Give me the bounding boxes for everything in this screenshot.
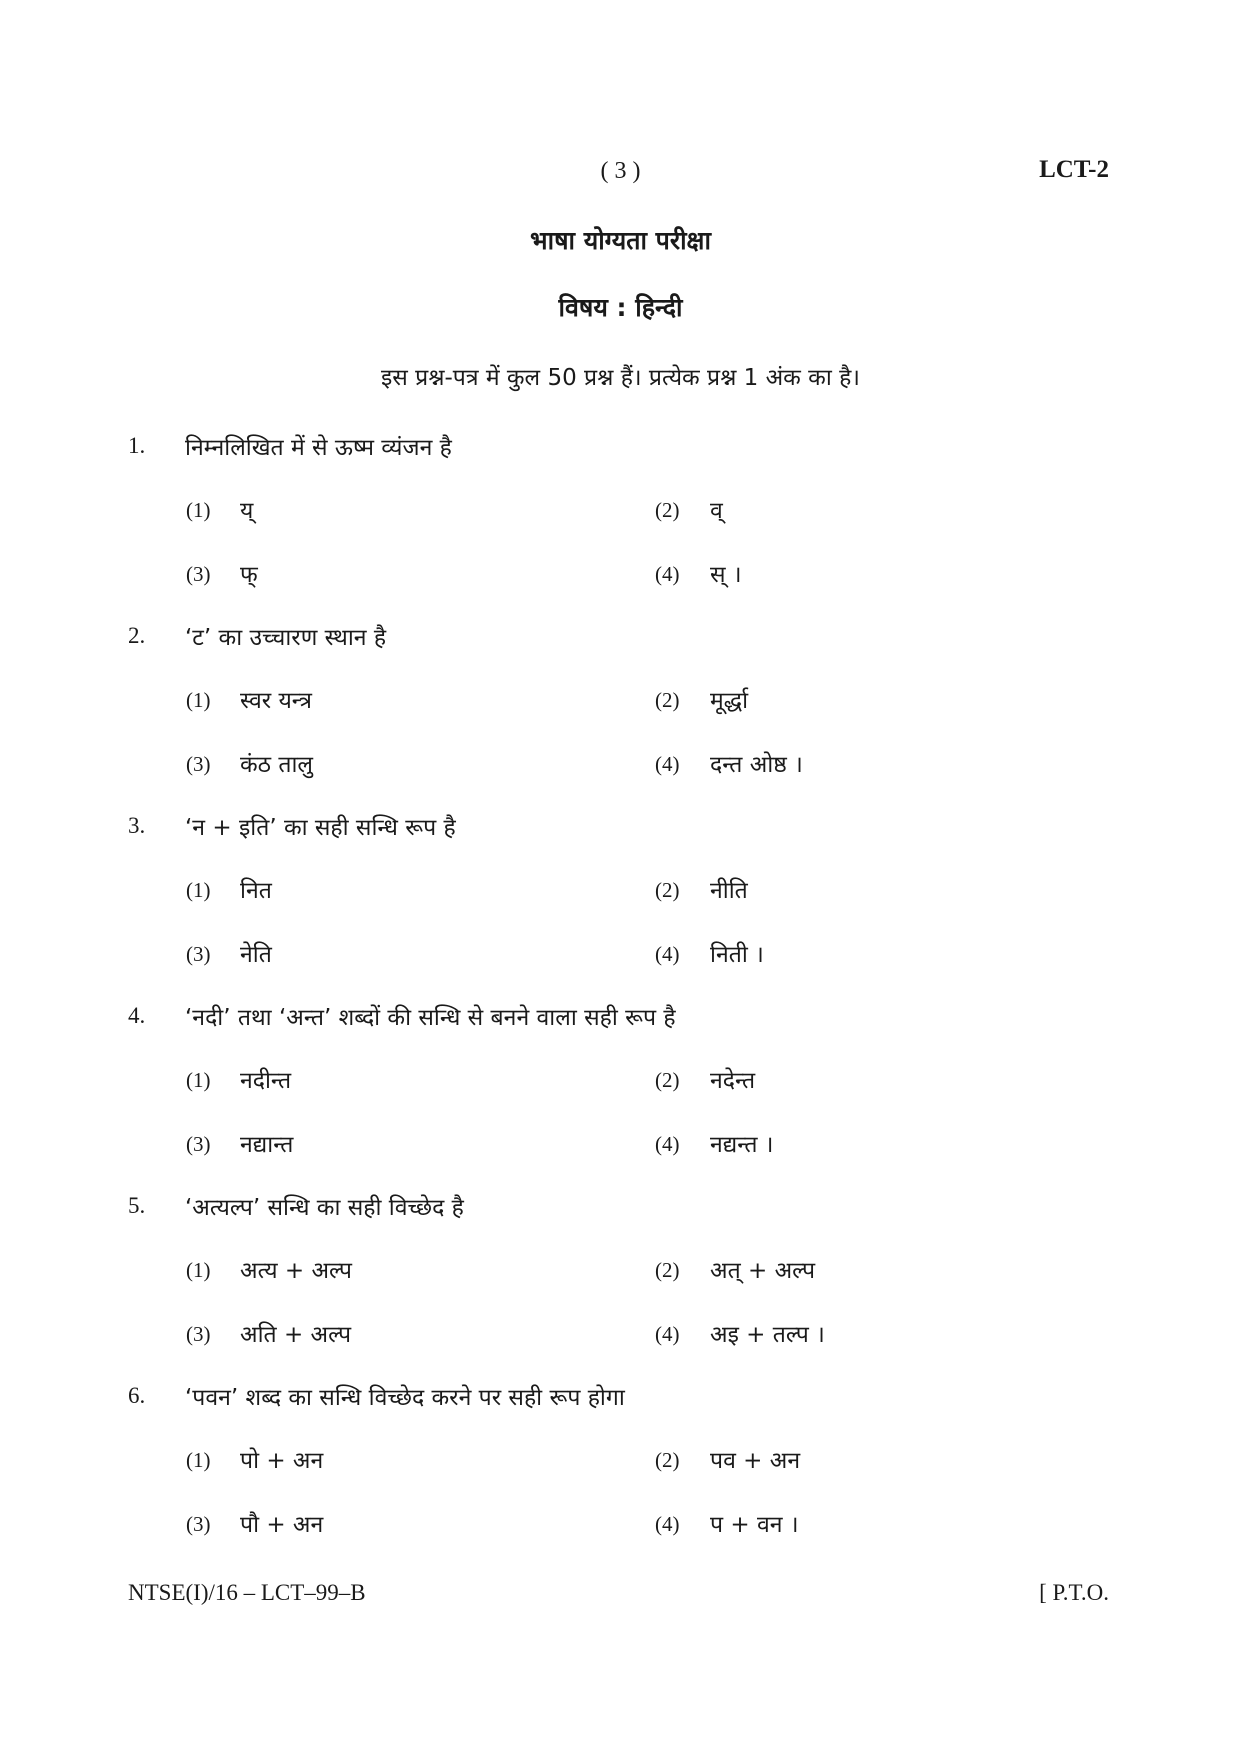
option-text: फ् — [240, 562, 258, 588]
option-text: नदीन्त — [240, 1068, 292, 1094]
option-text: स्वर यन्त्र — [240, 688, 312, 714]
option-text: नदेन्त — [710, 1068, 756, 1094]
question-number: 3. — [128, 813, 146, 838]
option-number: (1) — [186, 498, 211, 522]
question-number: 2. — [128, 623, 146, 648]
option-number: (4) — [655, 562, 680, 586]
option-number: (2) — [655, 1448, 680, 1472]
question-number: 6. — [128, 1383, 146, 1408]
option-text: स् । — [710, 562, 742, 588]
option-number: (4) — [655, 942, 680, 966]
option-number: (3) — [186, 1512, 211, 1536]
option-number: (4) — [655, 1322, 680, 1346]
option-text: दन्त ओष्ठ । — [710, 752, 803, 778]
option-text: नीति — [710, 878, 748, 904]
option-number: (2) — [655, 498, 680, 522]
question-number: 1. — [128, 433, 146, 458]
option-text: निती । — [710, 942, 764, 968]
option-number: (1) — [186, 1068, 211, 1092]
question-text: ‘नदी’ तथा ‘अन्त’ शब्दों की सन्धि से बनने वाला सही रूप है — [185, 1005, 676, 1031]
question-text: ‘न + इति’ का सही सन्धि रूप है — [185, 815, 456, 841]
option-text: कंठ तालु — [240, 752, 313, 778]
footer-code: NTSE(I)/16 – LCT–99–B — [128, 1580, 366, 1605]
option-number: (1) — [186, 1448, 211, 1472]
option-text: य् — [240, 498, 254, 524]
option-text: प + वन । — [710, 1512, 799, 1538]
question-text: ‘अत्यल्प’ सन्धि का सही विच्छेद है — [185, 1195, 464, 1221]
option-text: नद्यान्त — [240, 1132, 294, 1158]
option-number: (3) — [186, 1132, 211, 1156]
pto-label: [ P.T.O. — [1039, 1580, 1109, 1605]
page-number: ( 3 ) — [600, 158, 641, 184]
option-number: (2) — [655, 1258, 680, 1282]
option-number: (4) — [655, 752, 680, 776]
question-text: ‘पवन’ शब्द का सन्धि विच्छेद करने पर सही रूप होगा — [185, 1385, 625, 1411]
option-number: (3) — [186, 752, 211, 776]
option-number: (1) — [186, 878, 211, 902]
option-number: (3) — [186, 1322, 211, 1346]
option-number: (2) — [655, 1068, 680, 1092]
option-text: मूर्द्धा — [710, 688, 749, 714]
option-number: (1) — [186, 688, 211, 712]
question-text: निम्नलिखित में से ऊष्म व्यंजन है — [185, 435, 452, 461]
option-number: (3) — [186, 942, 211, 966]
option-text: पौ + अन — [240, 1512, 324, 1538]
instruction-text: इस प्रश्न-पत्र में कुल 50 प्रश्न हैं। प्रत्येक प्रश्न 1 अंक का है। — [380, 365, 861, 391]
exam-title: भाषा योग्यता परीक्षा — [530, 226, 711, 255]
option-number: (4) — [655, 1132, 680, 1156]
question-number: 5. — [128, 1193, 146, 1218]
option-number: (3) — [186, 562, 211, 586]
option-text: नेति — [240, 942, 272, 968]
question-text: ‘ट’ का उच्चारण स्थान है — [185, 625, 387, 651]
option-text: व् — [710, 498, 723, 524]
question-number: 4. — [128, 1003, 146, 1028]
option-number: (1) — [186, 1258, 211, 1282]
option-number: (4) — [655, 1512, 680, 1536]
option-text: अति + अल्प — [240, 1322, 352, 1348]
paper-code: LCT-2 — [1039, 156, 1109, 183]
option-text: पो + अन — [240, 1448, 324, 1474]
subject-heading: विषय : हिन्दी — [558, 293, 683, 322]
option-text: अइ + तल्प । — [710, 1322, 825, 1348]
option-text: अत् + अल्प — [710, 1258, 816, 1284]
option-text: पव + अन — [710, 1448, 801, 1474]
option-number: (2) — [655, 878, 680, 902]
option-text: नित — [240, 878, 272, 904]
option-text: अत्य + अल्प — [240, 1258, 352, 1284]
option-number: (2) — [655, 688, 680, 712]
option-text: नद्यन्त । — [710, 1132, 774, 1158]
